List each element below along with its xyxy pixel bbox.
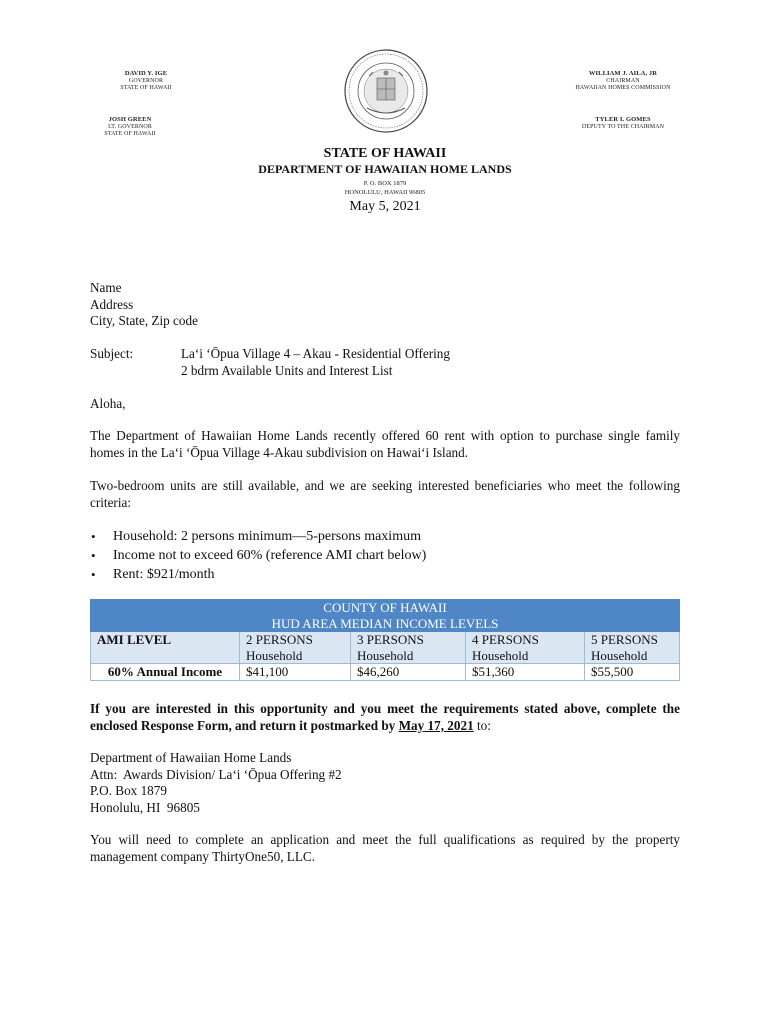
mailing-line-4: Honolulu, HI 96805 (90, 799, 200, 815)
subject-label: Subject: (90, 346, 134, 361)
mailing-line-3: P.O. Box 1879 (90, 783, 167, 798)
column-header-4 (466, 632, 585, 664)
value-2-persons: $41,100 (240, 664, 351, 681)
governor-name: DAVID Y. IGE (124, 70, 168, 77)
lt-governor-block (80, 116, 180, 139)
po-box: P. O. BOX 1879 (363, 180, 407, 187)
mailing-line-1: Department of Hawaiian Home Lands (90, 750, 292, 765)
department-heading: DEPARTMENT OF HAWAIIAN HOME LANDS (258, 162, 512, 176)
value-4-persons: $51,360 (466, 664, 585, 681)
lt-governor-title: LT. GOVERNOR (108, 123, 152, 130)
row-label: 60% Annual Income (91, 664, 240, 681)
criteria-item-household: • Household: 2 persons minimum—5-persons maximum (91, 527, 651, 546)
lt-governor-name: JOSH GREEN (108, 116, 152, 123)
chairman-block (566, 70, 680, 93)
governor-block (96, 70, 196, 93)
table-title-county: COUNTY OF HAWAII (323, 600, 447, 615)
recipient-block (90, 280, 198, 330)
state-seal-icon (343, 48, 429, 134)
table-title-hud: HUD AREA MEDIAN INCOME LEVELS (271, 615, 499, 631)
deputy-title: DEPUTY TO THE CHAIRMAN (581, 123, 665, 130)
recipient-address: Address (90, 296, 134, 312)
recipient-city: City, State, Zip code (90, 313, 198, 328)
greeting: Aloha, (90, 396, 126, 411)
deadline-date: May 17, 2021 (398, 717, 474, 733)
column-3-household: Household (357, 647, 414, 663)
criteria-item-rent: • Rent: $921/month (91, 565, 651, 584)
mailing-line-2: Attn: Awards Division/ La‘i ‘Ōpua Offering #2 (90, 766, 342, 782)
instructions-text: If you are interested in this opportunity and you meet the requirements stated above, complete the enclosed Response Form, and return it postmarked by (90, 701, 680, 733)
mailing-address (90, 750, 342, 816)
value-5-persons: $55,500 (585, 664, 680, 681)
subject-block (181, 346, 450, 379)
state-heading: STATE OF HAWAII (323, 146, 447, 161)
ami-level-header: AMI LEVEL (91, 632, 240, 664)
recipient-name: Name (90, 280, 122, 295)
column-4-persons: 4 PERSONS (472, 632, 539, 647)
letter-date: May 5, 2021 (349, 199, 421, 214)
column-header-3 (351, 632, 466, 664)
chairman-name: WILLIAM J. AILA, JR (588, 70, 658, 77)
column-4-household: Household (472, 647, 529, 663)
column-5-household: Household (591, 647, 648, 663)
table-title-row (91, 600, 680, 632)
chairman-title: CHAIRMAN (606, 77, 640, 84)
deputy-name: TYLER I. GOMES (595, 116, 651, 123)
criteria-paragraph: Two-bedroom units are still available, and we are seeking interested beneficiaries who meet the following criteria: (90, 478, 680, 510)
criteria-item-income: • Income not to exceed 60% (reference AMI chart below) (91, 546, 651, 565)
subject-line-2: 2 bdrm Available Units and Interest List (181, 362, 393, 378)
closing-paragraph: You will need to complete an application and meet the full qualifications as required by the property management company ThirtyOne50, LLC. (90, 832, 680, 864)
column-2-household: Household (246, 647, 303, 663)
table-header-row (91, 632, 680, 664)
chairman-commission: HAWAIIAN HOMES COMMISSION (575, 85, 671, 91)
lt-governor-state: STATE OF HAWAII (104, 131, 156, 137)
instructions-paragraph (90, 701, 680, 734)
governor-state: STATE OF HAWAII (120, 85, 172, 91)
instructions-tail: to: (473, 717, 491, 733)
column-header-2 (240, 632, 351, 664)
column-header-5 (585, 632, 680, 664)
table-title (91, 600, 680, 632)
value-3-persons: $46,260 (351, 664, 466, 681)
deputy-block (566, 116, 680, 131)
criteria-list (91, 527, 651, 584)
column-3-persons: 3 PERSONS (357, 632, 424, 647)
subject-line-1: La‘i ‘Ōpua Village 4 – Akau - Residential Offering (181, 346, 450, 361)
ami-income-table (90, 599, 680, 681)
governor-title: GOVERNOR (128, 77, 164, 84)
column-5-persons: 5 PERSONS (591, 632, 658, 647)
column-2-persons: 2 PERSONS (246, 632, 313, 647)
intro-paragraph: The Department of Hawaiian Home Lands recently offered 60 rent with option to purchase single family homes in the La‘i ‘Ōpua Village 4-Akau subdivision on Hawai‘i Island. (90, 428, 680, 460)
city-line: HONOLULU, HAWAII 96805 (344, 189, 426, 196)
table-row (91, 664, 680, 681)
